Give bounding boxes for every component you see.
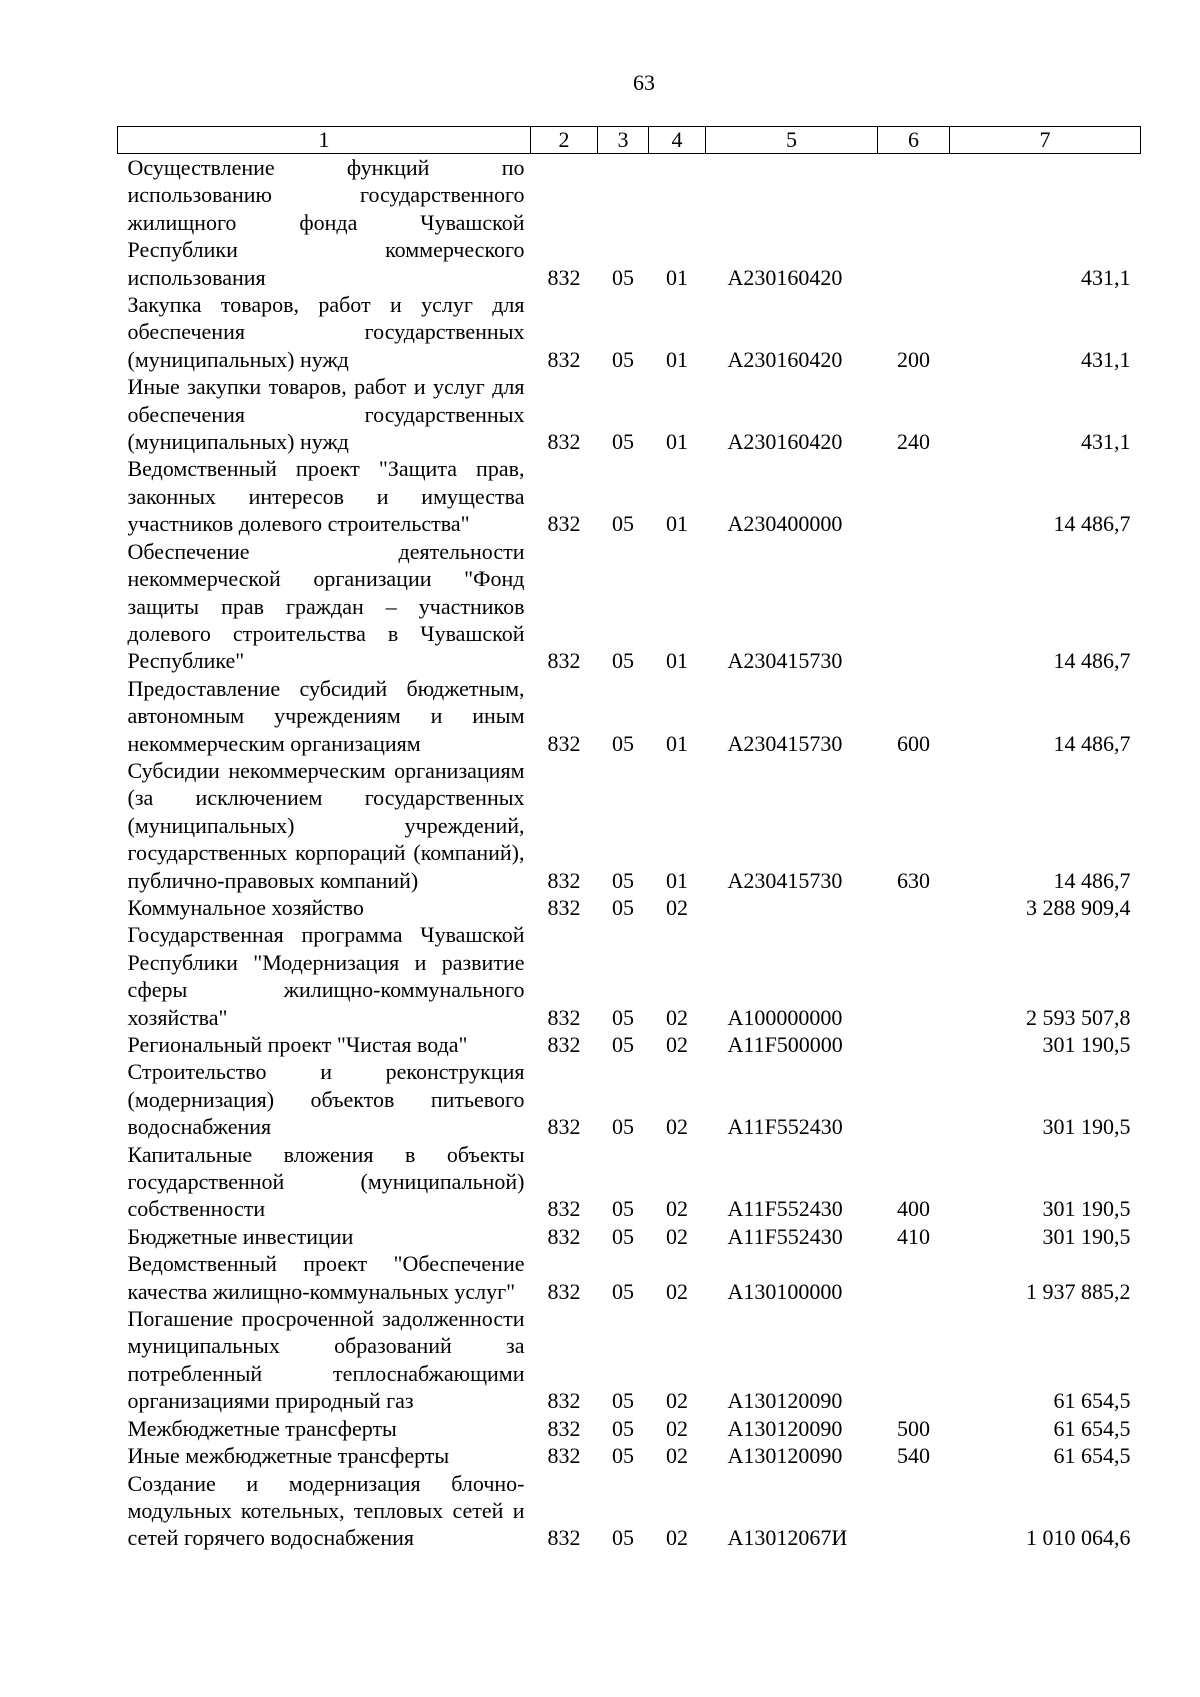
row-name-cell: Закупка товаров, работ и услуг для обеспечения государственных (муниципальных) нужд (127, 292, 525, 372)
budget-table (117, 126, 1141, 1552)
row-gr-cell: 832 (547, 1278, 581, 1304)
budget-table-container (117, 126, 1140, 1552)
row-vr-cell (878, 1470, 950, 1552)
row-name-cell: Предоставление субсидий бюджетным, автономным учреждениям и иным некоммерческим организациям (127, 675, 525, 756)
row-name-cell: Государственная программа Чувашской Республики "Модернизация и развитие сферы жилищно-коммунального хозяйства" (127, 922, 525, 1030)
row-vr-cell (878, 1031, 950, 1058)
row-pr-cell: 01 (666, 648, 688, 674)
row-name-cell: Региональный проект "Чистая вода" (127, 1032, 468, 1057)
table-row (118, 154, 1141, 292)
row-csr-cell: А11F552430 (727, 1196, 843, 1222)
row-sum-cell: 1 010 064,6 (1026, 1525, 1131, 1551)
row-vr-cell (878, 455, 950, 537)
row-rz-cell: 05 (612, 730, 634, 756)
table-row (118, 757, 1141, 894)
row-rz-cell: 05 (612, 1388, 634, 1414)
row-pr-cell: 02 (666, 1278, 688, 1304)
row-name-cell: Бюджетные инвестиции (127, 1223, 354, 1249)
row-rz-cell: 05 (612, 1032, 634, 1057)
row-vr-cell: 500 (897, 1415, 930, 1441)
row-pr-cell: 01 (666, 867, 688, 893)
row-sum-cell: 1 937 885,2 (1026, 1278, 1131, 1304)
table-row (118, 675, 1141, 757)
row-pr-cell: 01 (666, 346, 688, 372)
row-vr-cell: 410 (897, 1223, 930, 1249)
table-row (118, 373, 1141, 455)
row-rz-cell: 05 (612, 1443, 634, 1469)
row-csr-cell: А230415730 (727, 648, 843, 674)
table-row (118, 291, 1141, 373)
row-pr-cell: 02 (666, 1032, 688, 1057)
row-name-cell: Субсидии некоммерческим организациям (за исключением государственных (муниципальных) учреждений, государственных корпораций (компаний), публично-правовых компаний) (127, 757, 525, 893)
row-rz-cell: 05 (612, 1278, 634, 1304)
row-csr-cell: А13012067И (727, 1525, 848, 1551)
row-name-cell: Строительство и реконструкция (модернизация) объектов питьевого водоснабжения (127, 1059, 525, 1140)
table-row (118, 1470, 1141, 1552)
table-body (118, 154, 1141, 1552)
row-gr-cell: 832 (547, 894, 581, 920)
row-pr-cell: 01 (666, 429, 688, 455)
table-row (118, 1031, 1141, 1058)
row-pr-cell: 02 (666, 1223, 688, 1249)
row-csr-cell: А130120090 (727, 1443, 843, 1469)
page-number: 63 (633, 70, 655, 95)
row-name-cell: Иные закупки товаров, работ и услуг для обеспечения государственных (муниципальных) нужд (127, 374, 525, 455)
row-gr-cell: 832 (547, 648, 581, 674)
row-sum-cell: 301 190,5 (1042, 1114, 1131, 1140)
row-gr-cell: 832 (547, 867, 581, 893)
row-gr-cell: 832 (547, 1415, 581, 1441)
row-gr-cell: 832 (547, 1223, 581, 1249)
row-vr-cell (878, 154, 950, 292)
row-sum-cell: 2 593 507,8 (1026, 1004, 1131, 1030)
row-gr-cell: 832 (547, 1114, 581, 1140)
row-pr-cell: 01 (666, 511, 688, 537)
row-rz-cell: 05 (612, 1223, 634, 1249)
table-row (118, 894, 1141, 921)
row-vr-cell (878, 921, 950, 1031)
row-gr-cell: 832 (547, 429, 581, 455)
row-gr-cell: 832 (547, 1388, 581, 1414)
row-vr-cell: 540 (897, 1443, 930, 1469)
row-name-cell: Капитальные вложения в объекты государственной (муниципальной) собственности (127, 1141, 525, 1222)
row-sum-cell: 14 486,7 (1053, 867, 1131, 893)
row-pr-cell: 02 (666, 1004, 688, 1030)
table-row (118, 1058, 1141, 1140)
header-col-3: 3 (598, 127, 649, 154)
row-csr-cell: А130120090 (727, 1415, 843, 1441)
row-rz-cell: 05 (612, 346, 634, 372)
row-name-cell: Создание и модернизация блочно-модульных котельных, тепловых сетей и сетей горячего водоснабжения (127, 1470, 525, 1551)
row-pr-cell: 02 (666, 894, 688, 920)
table-row (118, 921, 1141, 1031)
row-csr-cell: А230160420 (727, 264, 843, 290)
row-sum-cell: 14 486,7 (1053, 730, 1131, 756)
row-sum-cell: 61 654,5 (1053, 1443, 1131, 1469)
row-csr-cell: А11F552430 (727, 1114, 843, 1140)
row-rz-cell: 05 (612, 1415, 634, 1441)
row-csr-cell: А230415730 (727, 730, 843, 756)
row-sum-cell: 3 288 909,4 (1026, 894, 1131, 920)
header-col-2: 2 (531, 127, 598, 154)
row-pr-cell: 01 (666, 264, 688, 290)
row-name-cell: Ведомственный проект "Обеспечение качества жилищно-коммунальных услуг" (127, 1251, 525, 1304)
table-row (118, 1250, 1141, 1305)
row-rz-cell: 05 (612, 429, 634, 455)
row-gr-cell: 832 (547, 346, 581, 372)
row-sum-cell: 61 654,5 (1053, 1388, 1131, 1414)
header-col-7: 7 (950, 127, 1141, 154)
row-vr-cell (878, 1250, 950, 1305)
row-sum-cell: 431,1 (1081, 264, 1131, 290)
row-csr-cell: А230160420 (727, 429, 843, 455)
row-gr-cell: 832 (547, 1004, 581, 1030)
row-csr-cell: А230160420 (727, 346, 843, 372)
row-name-cell: Коммунальное хозяйство (127, 894, 364, 920)
row-gr-cell: 832 (547, 1196, 581, 1222)
row-vr-cell: 240 (897, 429, 930, 455)
row-rz-cell: 05 (612, 264, 634, 290)
row-pr-cell: 02 (666, 1196, 688, 1222)
row-csr-cell: А230415730 (727, 867, 843, 893)
row-vr-cell: 400 (897, 1196, 930, 1222)
row-gr-cell: 832 (547, 511, 581, 537)
row-vr-cell (878, 894, 950, 921)
table-row (118, 538, 1141, 675)
row-gr-cell: 832 (547, 264, 581, 290)
row-csr-cell: А100000000 (727, 1004, 843, 1030)
row-vr-cell (878, 1305, 950, 1415)
table-row (118, 455, 1141, 537)
table-row (118, 1223, 1141, 1250)
header-col-4: 4 (649, 127, 706, 154)
row-rz-cell: 05 (612, 1196, 634, 1222)
row-csr-cell: А230400000 (727, 511, 843, 537)
row-csr-cell: А130120090 (727, 1388, 843, 1414)
row-rz-cell: 05 (612, 1004, 634, 1030)
row-name-cell: Погашение просроченной задолженности муниципальных образований за потребленный теплоснабжающими организациями природный газ (127, 1306, 525, 1414)
row-rz-cell: 05 (612, 648, 634, 674)
row-csr-cell: А11F552430 (727, 1223, 843, 1249)
row-rz-cell: 05 (612, 1525, 634, 1551)
row-sum-cell: 431,1 (1081, 429, 1131, 455)
row-gr-cell: 832 (547, 1525, 581, 1551)
row-pr-cell: 02 (666, 1114, 688, 1140)
row-vr-cell: 600 (897, 730, 930, 756)
table-row (118, 1141, 1141, 1223)
row-name-cell: Межбюджетные трансферты (127, 1415, 397, 1441)
row-sum-cell: 301 190,5 (1042, 1032, 1131, 1057)
row-name-cell: Обеспечение деятельности некоммерческой организации "Фонд защиты прав граждан – участников долевого строительства в Чувашской Республике" (127, 538, 525, 674)
row-vr-cell (878, 1058, 950, 1140)
row-vr-cell (878, 538, 950, 675)
row-pr-cell: 01 (666, 730, 688, 756)
row-vr-cell: 630 (897, 867, 930, 893)
row-rz-cell: 05 (612, 1114, 634, 1140)
header-row (118, 127, 1141, 154)
row-name-cell: Осуществление функций по использованию государственного жилищного фонда Чувашской Республики коммерческого использования (127, 155, 525, 290)
row-pr-cell: 02 (666, 1415, 688, 1441)
row-pr-cell: 02 (666, 1388, 688, 1414)
header-col-5: 5 (706, 127, 878, 154)
row-gr-cell: 832 (547, 730, 581, 756)
row-name-cell: Ведомственный проект "Защита прав, законных интересов и имущества участников долевого строительства" (127, 456, 525, 537)
row-pr-cell: 02 (666, 1525, 688, 1551)
row-vr-cell: 200 (897, 346, 930, 372)
table-header (118, 127, 1141, 154)
row-csr-cell: А130100000 (727, 1278, 843, 1304)
row-csr-cell (706, 894, 878, 921)
row-sum-cell: 301 190,5 (1042, 1223, 1131, 1249)
row-name-cell: Иные межбюджетные трансферты (127, 1443, 450, 1469)
header-col-1: 1 (118, 127, 531, 154)
table-row (118, 1415, 1141, 1442)
row-gr-cell: 832 (547, 1032, 581, 1057)
row-rz-cell: 05 (612, 894, 634, 920)
row-csr-cell: А11F500000 (727, 1032, 843, 1057)
table-row (118, 1305, 1141, 1415)
row-pr-cell: 02 (666, 1443, 688, 1469)
row-sum-cell: 14 486,7 (1053, 648, 1131, 674)
row-sum-cell: 431,1 (1081, 346, 1131, 372)
table-row (118, 1442, 1141, 1469)
row-rz-cell: 05 (612, 511, 634, 537)
row-rz-cell: 05 (612, 867, 634, 893)
row-sum-cell: 14 486,7 (1053, 511, 1131, 537)
row-sum-cell: 301 190,5 (1042, 1196, 1131, 1222)
row-sum-cell: 61 654,5 (1053, 1415, 1131, 1441)
header-col-6: 6 (878, 127, 950, 154)
row-gr-cell: 832 (547, 1443, 581, 1469)
